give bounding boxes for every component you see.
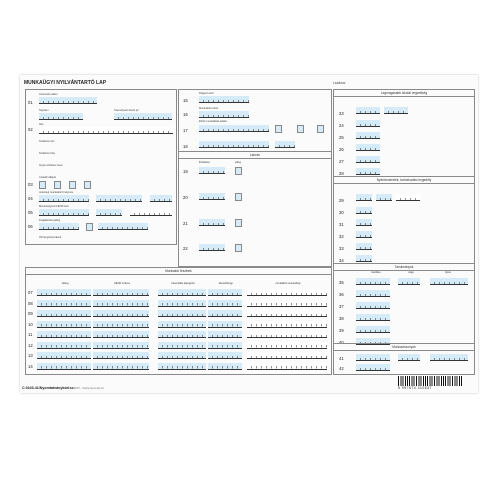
marital-box[interactable]: [54, 181, 61, 189]
row-number: 26: [339, 147, 344, 152]
field-label: Munkavégzési FEOR kód: [39, 205, 69, 208]
position-cell[interactable]: [158, 342, 206, 349]
position-cell[interactable]: [37, 363, 91, 370]
row-number: 20: [183, 195, 188, 200]
grade-field[interactable]: [96, 209, 122, 216]
col-header: kezdete: [371, 271, 381, 274]
prev-days-field[interactable]: [275, 141, 295, 148]
row-number: 40: [339, 340, 344, 345]
taj-field[interactable]: [39, 113, 83, 120]
prev-box[interactable]: [317, 125, 324, 133]
position-cell[interactable]: [158, 289, 206, 296]
form-code: C.0243-41/Nyomtatványkód sz.: [22, 386, 75, 390]
col-header: vége: [408, 271, 414, 274]
addr-field[interactable]: [199, 193, 225, 200]
field-label: Név: [39, 123, 44, 126]
field-label: Áll.hangsúlyozások: [39, 236, 62, 239]
marital-box[interactable]: [84, 181, 91, 189]
position-cell[interactable]: [93, 342, 149, 349]
job-field[interactable]: [356, 364, 390, 371]
row-number: 14: [28, 363, 33, 369]
position-cell[interactable]: [208, 321, 242, 328]
position-cell[interactable]: [37, 352, 91, 359]
row-number: 41: [339, 356, 344, 361]
position-cell[interactable]: [208, 342, 242, 349]
tax-id-field[interactable]: [39, 97, 97, 104]
addr-field[interactable]: [199, 167, 225, 174]
worker-code-field[interactable]: [199, 96, 249, 103]
section-header: Tanulmányok: [334, 263, 474, 271]
position-cell[interactable]: [158, 363, 206, 370]
field-label: Foglalkozási jelleg: [39, 219, 61, 222]
prev-term-field[interactable]: [199, 141, 269, 148]
col-header: FEOR száma: [114, 282, 130, 285]
employment-section: [178, 89, 332, 267]
edu-field[interactable]: [356, 156, 380, 163]
position-cell[interactable]: [93, 331, 149, 338]
edu-field[interactable]: [356, 132, 380, 139]
feor-field[interactable]: [39, 209, 89, 216]
position-cell[interactable]: [93, 352, 149, 359]
row-number: 01: [28, 100, 33, 105]
study-field[interactable]: [398, 278, 420, 285]
row-number: 19: [183, 169, 188, 174]
lang-field[interactable]: [356, 194, 372, 201]
position-cell[interactable]: [208, 300, 242, 307]
position-cell[interactable]: [247, 352, 327, 359]
position-cell[interactable]: [37, 321, 91, 328]
name-field[interactable]: [39, 127, 173, 134]
lang-field[interactable]: [356, 219, 372, 226]
field-label: Anyja születési neve: [39, 164, 63, 167]
field-label: Dolgozó kód: [199, 92, 214, 95]
row-number: 30: [339, 210, 344, 215]
row-number: 25: [339, 135, 344, 140]
row-number: 10: [28, 321, 33, 327]
row-number: 24: [339, 123, 344, 128]
row-number: 07: [28, 290, 33, 295]
edu-field[interactable]: [356, 107, 380, 114]
field-label: Értékelés: [199, 161, 210, 164]
row-number: 18: [183, 144, 188, 149]
position-cell[interactable]: [37, 289, 91, 296]
row-number: 03: [28, 182, 33, 187]
study-field[interactable]: [356, 278, 390, 285]
position-cell[interactable]: [208, 310, 242, 317]
field-label: Családi állapot: [39, 176, 57, 179]
position-cell[interactable]: [158, 310, 206, 317]
edu-field[interactable]: [356, 120, 380, 127]
row-number: 16: [183, 112, 188, 117]
col-header: típus: [445, 271, 451, 274]
job-field[interactable]: [398, 354, 420, 361]
section-header: Legmagasabb iskolai végzettség: [334, 90, 474, 97]
study-field[interactable]: [356, 314, 390, 321]
position-cell[interactable]: [93, 363, 149, 370]
row-number: 42: [339, 366, 344, 371]
study-field[interactable]: [356, 290, 390, 297]
job-field[interactable]: [430, 354, 468, 361]
section-header: Munkakör feszinek: [26, 268, 331, 275]
field-label: Jelenlegi munkakörű helyzete: [39, 191, 74, 194]
edu-field[interactable]: [384, 107, 408, 114]
position-cell[interactable]: [37, 331, 91, 338]
col-header: kiemelt/ergy.: [218, 282, 234, 285]
field-label: Munkaköri leírás: [199, 107, 219, 110]
study-field[interactable]: [356, 326, 390, 333]
addr-field[interactable]: [199, 219, 225, 226]
row-number: 32: [339, 234, 344, 239]
start-date-field[interactable]: [96, 195, 142, 202]
position-cell[interactable]: [158, 300, 206, 307]
col-header: besorolási kategória: [171, 282, 195, 285]
row-number: 09: [28, 311, 33, 316]
marital-box[interactable]: [69, 181, 76, 189]
row-number: 35: [339, 280, 344, 285]
row-number: 39: [339, 328, 344, 333]
row-number: 34: [339, 258, 344, 263]
position-cell[interactable]: [93, 310, 149, 317]
section-header: Nyelvismeretek, tartózkodási engedély: [334, 176, 474, 184]
position-cell[interactable]: [208, 331, 242, 338]
addr-box[interactable]: [235, 193, 242, 201]
lang-field[interactable]: [376, 194, 392, 201]
row-number: 22: [183, 246, 188, 251]
col-header: Jelleg: [61, 282, 69, 285]
position-cell[interactable]: [247, 300, 327, 307]
row-number: 38: [339, 316, 344, 321]
position-cell[interactable]: [247, 310, 327, 317]
field-label: Azonosító adóm: [39, 93, 58, 96]
row-number: 23: [339, 111, 344, 116]
field-label: Tajszám: [39, 109, 49, 112]
study-field[interactable]: [356, 302, 390, 309]
row-number: 17: [183, 128, 188, 133]
row-number: 02: [28, 127, 33, 132]
position-cell[interactable]: [158, 331, 206, 338]
field-label: jelleg: [235, 161, 242, 164]
field-label: Születési név: [39, 140, 55, 143]
row-number: 15: [183, 98, 188, 103]
row-number: 13: [28, 353, 33, 358]
row-number: 31: [339, 222, 344, 227]
lang-field[interactable]: [356, 231, 372, 238]
study-field[interactable]: [430, 278, 468, 285]
position-cell[interactable]: [93, 300, 149, 307]
addr-box[interactable]: [235, 244, 242, 252]
addr-box[interactable]: [235, 219, 242, 227]
education-section: [333, 89, 475, 375]
type-box[interactable]: [86, 223, 93, 231]
row-number: 28: [339, 171, 344, 176]
position-cell[interactable]: [93, 321, 149, 328]
position-cell[interactable]: [93, 289, 149, 296]
row-number: 06: [28, 224, 33, 229]
position-cell[interactable]: [158, 321, 206, 328]
position-cell[interactable]: [247, 289, 327, 296]
row-number: 08: [28, 300, 33, 306]
addr-box[interactable]: [235, 167, 242, 175]
addr-field[interactable]: [199, 244, 225, 251]
position-cell[interactable]: [247, 331, 327, 338]
printer-note: Pvz. 3.9679 – Patria Nyomda Zrt.: [66, 387, 105, 390]
row-number: 05: [28, 210, 33, 215]
position-cell[interactable]: [247, 342, 327, 349]
extra-field[interactable]: [98, 223, 148, 230]
barcode: [398, 376, 462, 386]
row-number: 36: [339, 292, 344, 297]
lang-field[interactable]: [356, 207, 372, 214]
position-cell[interactable]: [37, 342, 91, 349]
address-header: Lakcím: [179, 151, 331, 159]
section-header: Munkaviszonyok: [334, 343, 474, 351]
marital-box[interactable]: [39, 181, 46, 189]
position-cell[interactable]: [247, 321, 327, 328]
row-number: 11: [28, 332, 33, 337]
employer-field[interactable]: [130, 209, 172, 216]
job-desc-field[interactable]: [199, 111, 249, 118]
job-field[interactable]: [356, 354, 390, 361]
row-number: 37: [339, 304, 344, 309]
field-label: Személyazonosító jel: [114, 109, 139, 112]
position-field[interactable]: [39, 195, 89, 202]
position-cell[interactable]: [37, 300, 91, 307]
position-cell[interactable]: [247, 363, 327, 370]
position-cell[interactable]: [208, 352, 242, 359]
field-label: Előző munkáltató adatai: [199, 120, 227, 123]
job-type-field[interactable]: [39, 223, 79, 230]
form-number-label: Lszáma:: [333, 81, 346, 85]
edu-field[interactable]: [356, 144, 380, 151]
row-number: 27: [339, 159, 344, 164]
lang-field[interactable]: [356, 255, 372, 262]
prev-box[interactable]: [275, 125, 282, 133]
mode-field[interactable]: [150, 195, 172, 202]
prev-employer-field[interactable]: [199, 125, 269, 132]
prev-box[interactable]: [297, 125, 304, 133]
personal-data-section: [25, 89, 177, 245]
page-title: MUNKAÜGYI NYILVÁNTARTÓ LAP: [24, 80, 107, 86]
position-cell[interactable]: [208, 363, 242, 370]
position-cell[interactable]: [37, 310, 91, 317]
field-label: Születési hely: [39, 152, 56, 155]
position-cell[interactable]: [208, 289, 242, 296]
edu-field[interactable]: [356, 168, 380, 175]
row-number: 04: [28, 196, 33, 201]
row-number: 33: [339, 246, 344, 251]
position-cell[interactable]: [158, 352, 206, 359]
row-number: 29: [339, 198, 344, 203]
barcode-number: 5 997674 310637: [398, 386, 432, 390]
row-number: 21: [183, 221, 188, 226]
col-header: munkaköri munkahely: [275, 282, 301, 285]
personal-id-field[interactable]: [114, 113, 172, 120]
lang-field[interactable]: [356, 243, 372, 250]
lang-field[interactable]: [396, 194, 420, 201]
row-number: 12: [28, 342, 33, 348]
